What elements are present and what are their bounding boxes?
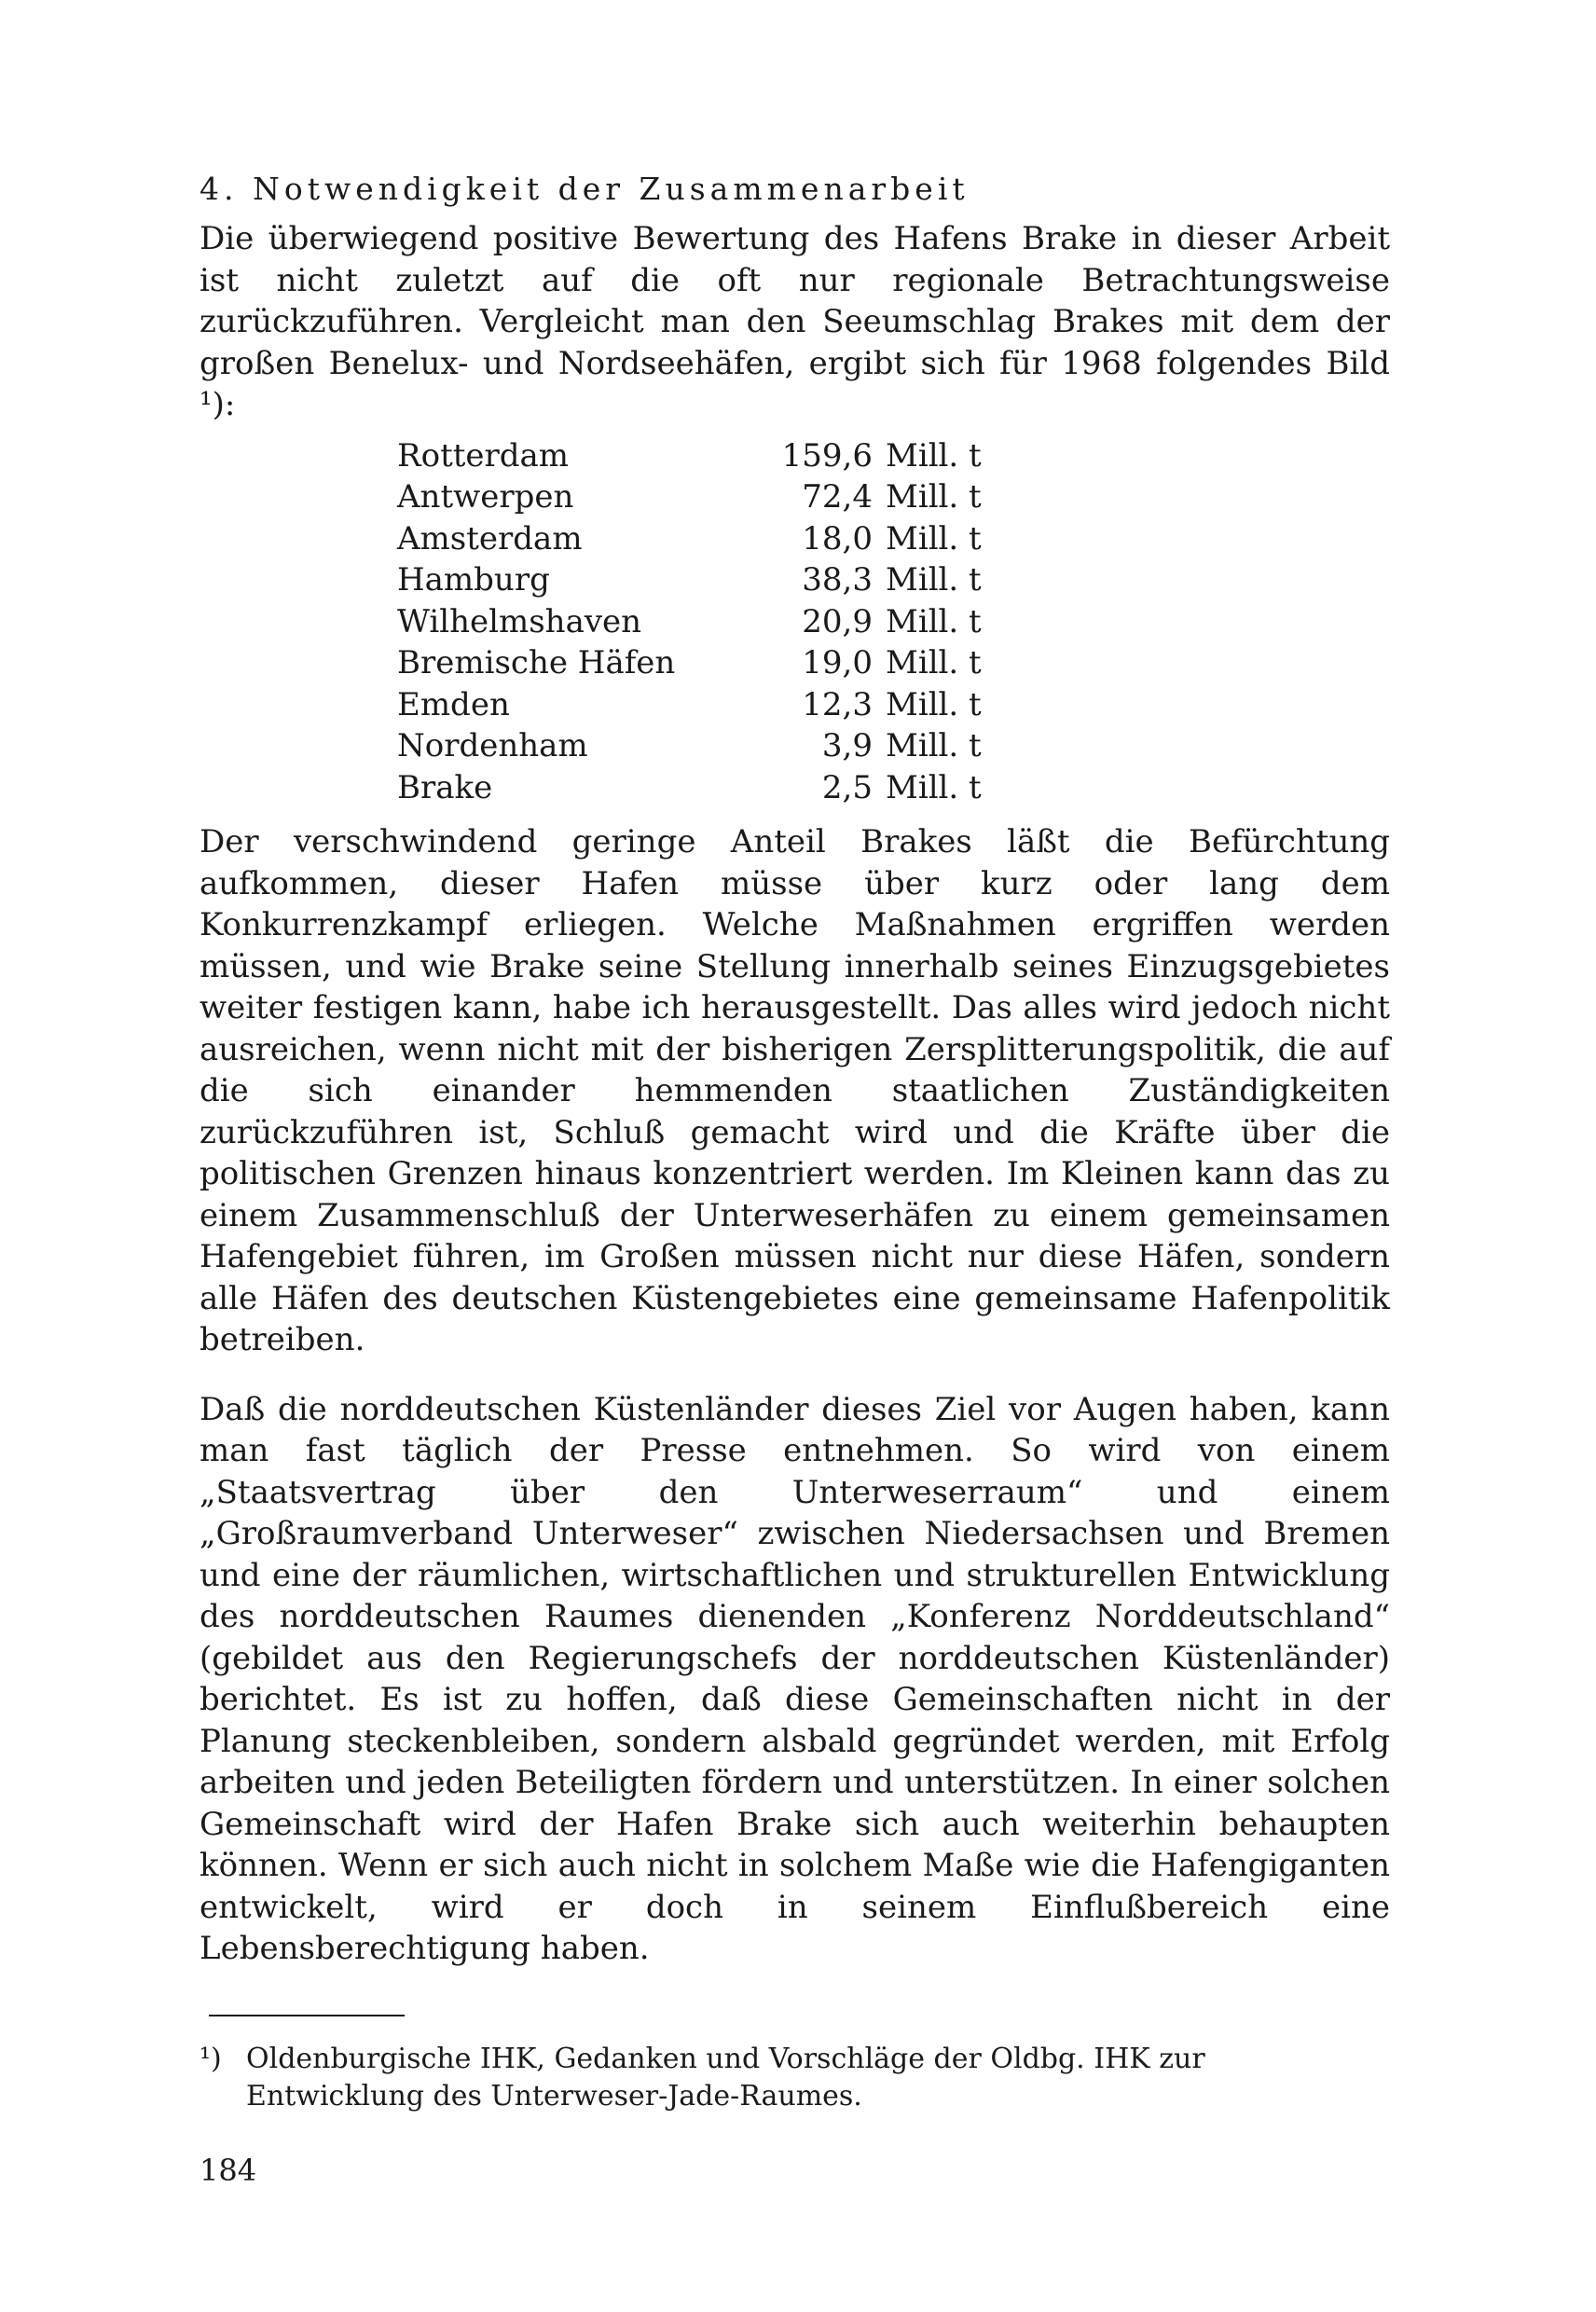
footnote-divider (209, 2015, 405, 2016)
port-name: Hamburg (397, 561, 550, 599)
port-value: 20,9 (802, 602, 873, 640)
port-value: 38,3 (802, 561, 873, 599)
port-unit: Mill. t (886, 436, 982, 475)
port-value: 159,6 (781, 436, 873, 475)
page (200, 168, 1390, 2188)
port-name: Rotterdam (397, 436, 570, 475)
port-unit: Mill. t (886, 644, 982, 681)
section-heading: 4. Notwendigkeit der Zusammenarbeit (200, 171, 970, 207)
port-name: Emden (397, 685, 510, 723)
port-name: Brake (397, 768, 493, 806)
port-throughput-table (397, 435, 1050, 809)
body-paragraph-2: Der verschwindend geringe Anteil Brakes läßt die Befürchtung aufkommen, dieser Hafen müsse über kurz oder lang dem Konkurrenzkampf erliegen. Welche Maßnahmen ergriffen werden müssen, und wie Brake seine Stellung innerhalb seines Einzugsgebietes weiter festigen kann, habe ich herausgestellt. Das alles wird jedoch nicht ausreichen, wenn nicht mit der bisherigen Zersplitterungspolitik, die auf die sich einander hemmenden staatlichen Zuständigkeiten zurückzuführen ist, Schluß gemacht wird und die Kräfte über die politischen Grenzen hinaus konzentriert werden. Im Kleinen kann das zu einem Zusammenschluß der Unterweserhäfen zu einem gemeinsamen Hafengebiet führen, im Großen müssen nicht nur diese Häfen, sondern alle Häfen des deutschen Küstengebietes eine gemeinsame Hafenpolitik betreiben. (200, 823, 1390, 1358)
intro-paragraph: Die überwiegend positive Bewertung des Hafens Brake in dieser Arbeit ist nicht zuletzt auf die oft nur regionale Betrachtungsweise zurückzuführen. Vergleicht man den Seeumschlag Brakes mit dem der großen Benelux- und Nordseehäfen, ergibt sich für 1968 folgendes Bild ¹): (200, 220, 1390, 423)
body-paragraph-3: Daß die norddeutschen Küstenländer dieses Ziel vor Augen haben, kann man fast täglich der Presse entnehmen. So wird von einem „Staatsvertrag über den Unterweserraum“ und einem „Großraumverband Unterweser“ zwischen Niedersachsen und Bremen und eine der räumlichen, wirtschaftlichen und strukturellen Entwicklung des norddeutschen Raumes dienenden „Konferenz Norddeutschland“ (gebildet aus den Regierungschefs der norddeutschen Küstenländer) berichtet. Es ist zu hoffen, daß diese Gemeinschaften nicht in der Planung steckenbleiben, sondern alsbald gegründet werden, mit Erfolg arbeiten und jeden Beteiligten fördern und unterstützen. In einer solchen Gemeinschaft wird der Hafen Brake sich auch weiterhin behaupten können. Wenn er sich auch nicht in solchem Maße wie die Hafengiganten entwickelt, wird er doch in seinem Einflußbereich eine Lebensberechtigung haben. (200, 1390, 1390, 1967)
port-name: Bremische Häfen (397, 644, 676, 681)
port-name: Amsterdam (397, 519, 583, 557)
table-row (397, 435, 1050, 477)
port-unit: Mill. t (886, 519, 982, 557)
table-row (397, 559, 1050, 601)
table-row (397, 476, 1050, 518)
port-unit: Mill. t (886, 685, 982, 723)
port-value: 3,9 (821, 727, 873, 764)
port-value: 72,4 (802, 478, 873, 516)
table-row (397, 684, 1050, 726)
port-value: 2,5 (821, 768, 873, 806)
port-unit: Mill. t (886, 727, 982, 764)
port-unit: Mill. t (886, 561, 982, 599)
footnote (200, 2041, 1390, 2115)
page-number: 184 (200, 2152, 257, 2188)
port-unit: Mill. t (886, 478, 982, 516)
port-value: 12,3 (802, 685, 873, 723)
port-name: Antwerpen (397, 478, 574, 516)
port-name: Nordenham (397, 727, 588, 764)
table-row (397, 767, 1050, 809)
table-row (397, 725, 1050, 767)
table-row (397, 518, 1050, 560)
port-name: Wilhelmshaven (397, 602, 642, 640)
paragraph-spacer (200, 1361, 1390, 1389)
port-unit: Mill. t (886, 768, 982, 806)
table-row (397, 601, 1050, 643)
table-row (397, 642, 1050, 684)
port-unit: Mill. t (886, 602, 982, 640)
port-value: 19,0 (802, 644, 873, 681)
footnote-mark: ¹) (200, 2042, 222, 2075)
footnote-text: Oldenburgische IHK, Gedanken und Vorschläge der Oldbg. IHK zur Entwicklung des Unterweser-Jade-Raumes. (246, 2042, 1205, 2112)
port-value: 18,0 (802, 519, 873, 557)
